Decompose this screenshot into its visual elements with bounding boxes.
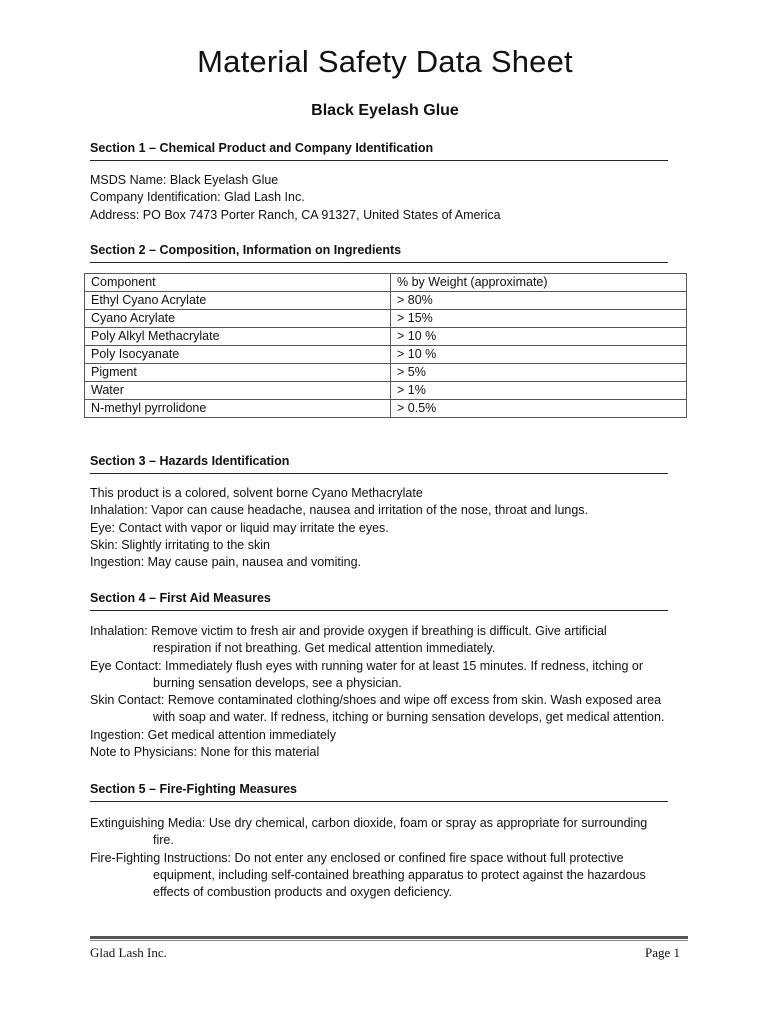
skin-hazard-line: Skin: Slightly irritating to the skin: [90, 537, 270, 552]
eye-contact-continuation: burning sensation develops, see a physician.: [153, 675, 402, 690]
fire-fighting-instructions-continuation-1: equipment, including self-contained breathing apparatus to protect against the hazardous: [153, 867, 646, 882]
extinguishing-media-line: Extinguishing Media: Use dry chemical, carbon dioxide, foam or spray as appropriate for surrounding: [90, 816, 648, 830]
table-row: [85, 382, 687, 400]
table-header-cell: % by Weight (approximate): [391, 274, 687, 292]
section-1-body: [90, 172, 690, 224]
composition-table: [84, 273, 687, 418]
fire-fighting-instructions-continuation-2: effects of combustion products and oxygen deficiency.: [153, 885, 453, 900]
table-row: [85, 328, 687, 346]
section-3-heading: Section 3 – Hazards Identification: [90, 454, 668, 474]
inhalation-aid-line: Inhalation: Remove victim to fresh air and provide oxygen if breathing is difficult. Give artificial: [90, 624, 607, 638]
section-5-body: [90, 815, 690, 901]
footer-page-number: Page 1: [644, 945, 680, 960]
component-cell: Poly Isocyanate: [85, 346, 391, 364]
ingestion-aid-line: Ingestion: Get medical attention immediately: [90, 727, 336, 742]
table-row: [85, 364, 687, 382]
weight-cell: > 10 %: [391, 346, 687, 364]
note-to-physicians-line: Note to Physicians: None for this material: [90, 745, 320, 760]
weight-cell: > 1%: [391, 382, 687, 400]
footer-company: Glad Lash Inc.: [90, 945, 167, 960]
eye-contact-line: Eye Contact: Immediately flush eyes with running water for at least 15 minutes. If redness, itching or: [90, 658, 644, 673]
skin-contact-line: Skin Contact: Remove contaminated clothing/shoes and wipe off excess from skin. Wash exposed area: [90, 693, 662, 708]
table-row: [85, 310, 687, 328]
component-cell: Poly Alkyl Methacrylate: [85, 328, 391, 346]
weight-cell: > 0.5%: [391, 400, 687, 418]
component-cell: Water: [85, 382, 391, 400]
component-cell: Ethyl Cyano Acrylate: [85, 292, 391, 310]
weight-cell: > 5%: [391, 364, 687, 382]
address-line: Address: PO Box 7473 Porter Ranch, CA 91327, United States of America: [90, 207, 501, 222]
section-4-heading: Section 4 – First Aid Measures: [90, 591, 668, 611]
company-identification-line: Company Identification: Glad Lash Inc.: [90, 190, 305, 205]
section-3-body: [90, 485, 690, 571]
section-4-body: [90, 623, 690, 761]
fire-fighting-instructions-line: Fire-Fighting Instructions: Do not enter any enclosed or confined fire space without full protective: [90, 850, 624, 865]
product-description-line: This product is a colored, solvent borne Cyano Methacrylate: [90, 486, 423, 500]
section-2-heading: Section 2 – Composition, Information on Ingredients: [90, 243, 668, 263]
eye-hazard-line: Eye: Contact with vapor or liquid may irritate the eyes.: [90, 520, 389, 535]
table-header-row: [85, 274, 687, 292]
weight-cell: > 80%: [391, 292, 687, 310]
inhalation-aid-continuation: respiration if not breathing. Get medical attention immediately.: [153, 641, 496, 656]
ingestion-hazard-line: Ingestion: May cause pain, nausea and vomiting.: [90, 555, 362, 570]
table-header-cell: Component: [85, 274, 391, 292]
page-title: Material Safety Data Sheet: [197, 44, 573, 79]
component-cell: N-methyl pyrrolidone: [85, 400, 391, 418]
section-5-heading: Section 5 – Fire-Fighting Measures: [90, 782, 668, 802]
msds-name-line: MSDS Name: Black Eyelash Glue: [90, 173, 279, 187]
section-1-heading: Section 1 – Chemical Product and Company Identification: [90, 141, 668, 161]
table-row: [85, 292, 687, 310]
footer-divider: [90, 936, 688, 941]
component-cell: Cyano Acrylate: [85, 310, 391, 328]
table-row: [85, 346, 687, 364]
table-row: [85, 400, 687, 418]
product-name: Black Eyelash Glue: [311, 102, 459, 119]
extinguishing-media-continuation: fire.: [153, 833, 174, 848]
component-cell: Pigment: [85, 364, 391, 382]
weight-cell: > 10 %: [391, 328, 687, 346]
inhalation-hazard-line: Inhalation: Vapor can cause headache, nausea and irritation of the nose, throat and lungs.: [90, 503, 589, 518]
skin-contact-continuation: with soap and water. If redness, itching or burning sensation develops, get medical attention.: [153, 710, 665, 725]
weight-cell: > 15%: [391, 310, 687, 328]
